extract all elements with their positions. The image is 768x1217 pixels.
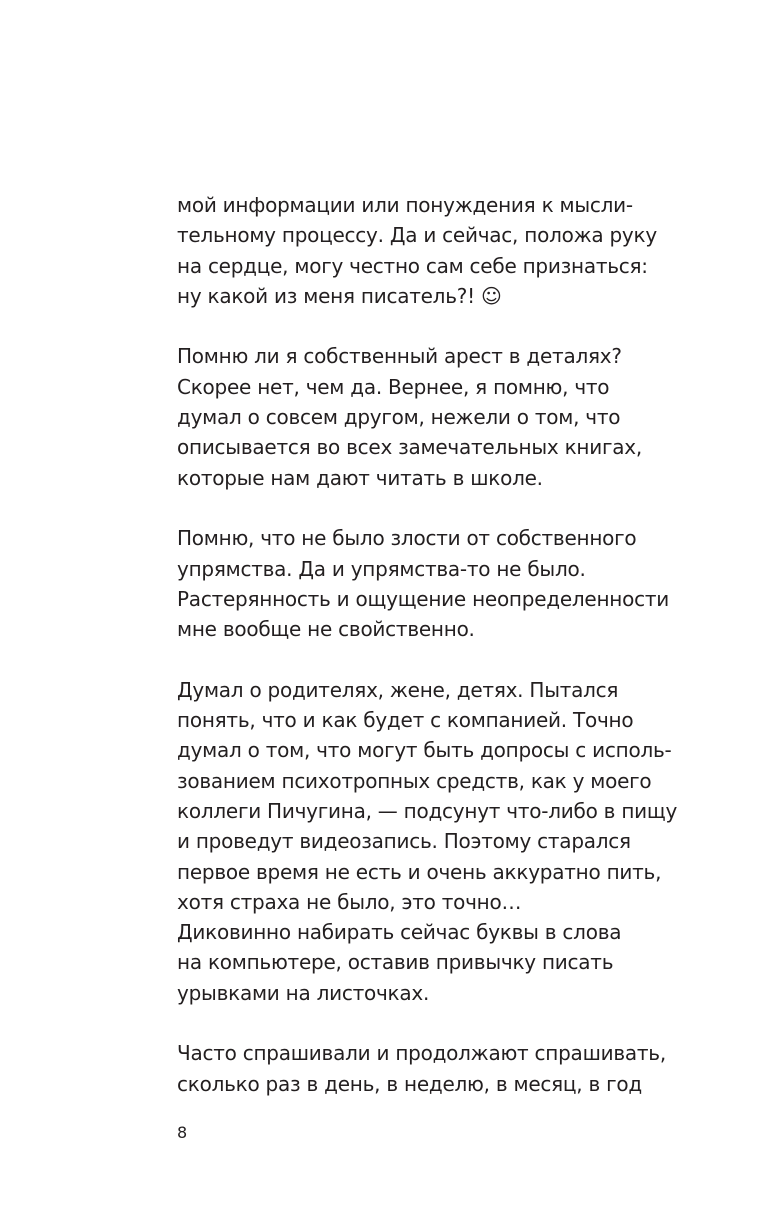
text-line: сколько раз в день, в неделю, в месяц, в год: [177, 1071, 642, 1096]
paragraph-gap: [177, 644, 677, 674]
paragraph-4: [177, 675, 677, 1008]
text-line: на компьютере, оставив привычку писать: [177, 950, 614, 975]
page-number: 8: [177, 1123, 188, 1142]
text-line: думал о совсем другом, нежели о том, что: [177, 405, 621, 430]
text-line: которые нам дают читать в школе.: [177, 465, 543, 490]
body-text: [177, 190, 677, 1099]
text-line: Помню, что не было злости от собственного: [177, 526, 637, 551]
text-line: на сердце, могу честно сам себе признаться:: [177, 253, 648, 278]
text-line: хотя страха не было, это точно…: [177, 889, 522, 914]
paragraph-2: [177, 341, 677, 492]
text-line: Думал о родителях, жене, детях. Пытался: [177, 677, 619, 702]
text-line: ну какой из меня писатель?! ☺: [177, 283, 502, 308]
paragraph-gap: [177, 1008, 677, 1038]
text-line: Растерянность и ощущение неопределенности: [177, 586, 670, 611]
text-line: первое время не есть и очень аккуратно пить,: [177, 859, 662, 884]
paragraph-5: [177, 1038, 677, 1099]
text-line: зованием психотропных средств, как у моего: [177, 768, 652, 793]
text-line: коллеги Пичугина, — подсунут что-либо в пищу: [177, 798, 678, 823]
text-line: Часто спрашивали и продолжают спрашивать,: [177, 1041, 666, 1066]
text-line: Скорее нет, чем да. Вернее, я помню, что: [177, 374, 610, 399]
text-line: понять, что и как будет с компанией. Точно: [177, 708, 634, 733]
text-line: урывками на листочках.: [177, 980, 430, 1005]
paragraph-3: [177, 523, 677, 644]
paragraph-gap: [177, 493, 677, 523]
text-line: Помню ли я собственный арест в деталях?: [177, 344, 622, 369]
text-line: тельному процессу. Да и сейчас, положа руку: [177, 223, 657, 248]
text-line: Диковинно набирать сейчас буквы в слова: [177, 920, 622, 945]
text-line: и проведут видеозапись. Поэтому старался: [177, 829, 631, 854]
paragraph-gap: [177, 311, 677, 341]
paragraph-1: [177, 190, 677, 311]
text-line: мой информации или понуждения к мысли-: [177, 193, 633, 217]
text-line: думал о том, что могут быть допросы с исполь-: [177, 738, 672, 763]
text-line: упрямства. Да и упрямства-то не было.: [177, 556, 586, 581]
text-line: мне вообще не свойственно.: [177, 617, 475, 642]
text-line: описывается во всех замечательных книгах,: [177, 435, 642, 460]
